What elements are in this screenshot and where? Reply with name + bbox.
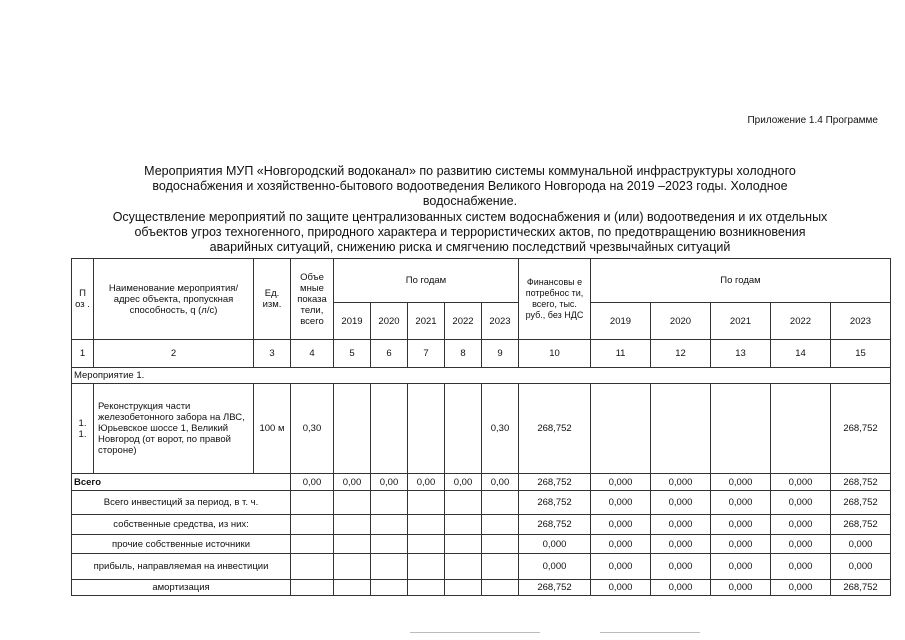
column-number: 7	[408, 340, 445, 368]
column-number: 2	[94, 340, 254, 368]
summary-empty-cell	[334, 554, 371, 580]
summary-year-finance: 0,000	[711, 554, 771, 580]
item-year-finance	[651, 384, 711, 474]
header-year: 2019	[591, 303, 651, 340]
subtitle-line: аварийных ситуаций, снижению риска и смягчению последствий чрезвычайных ситуаций	[209, 240, 731, 254]
summary-label: амортизация	[72, 580, 291, 596]
header-row-1	[72, 259, 891, 303]
summary-label: прибыль, направляемая на инвестиции	[72, 554, 291, 580]
summary-finance: 0,000	[519, 535, 591, 554]
summary-empty-cell	[445, 535, 482, 554]
header-volume: Объе мные показа тели, всего	[291, 259, 334, 340]
document-subtitle	[80, 210, 860, 255]
column-number: 14	[771, 340, 831, 368]
column-number: 5	[334, 340, 371, 368]
summary-empty-cell	[445, 491, 482, 515]
measures-table-wrapper	[71, 258, 891, 596]
summary-empty-cell	[408, 535, 445, 554]
title-line: Мероприятия МУП «Новгородский водоканал» по развитию системы коммунальной инфраструктуры холодного	[144, 164, 796, 178]
summary-year-finance: 0,000	[711, 491, 771, 515]
total-year-volume: 0,00	[371, 474, 408, 491]
total-year-finance: 0,000	[711, 474, 771, 491]
summary-empty-cell	[482, 515, 519, 535]
item-volume: 0,30	[291, 384, 334, 474]
header-year: 2020	[651, 303, 711, 340]
column-number: 1	[72, 340, 94, 368]
title-line: водоснабжения и хозяйственно-бытового водоотведения Великого Новгорода на 2019 –2023 годы. Холодное	[152, 179, 788, 193]
summary-year-finance: 0,000	[651, 515, 711, 535]
summary-year-finance: 0,000	[591, 491, 651, 515]
summary-empty-cell	[371, 515, 408, 535]
header-unit: Ед. изм.	[254, 259, 291, 340]
summary-row	[72, 580, 891, 596]
header-year: 2022	[445, 303, 482, 340]
column-number: 11	[591, 340, 651, 368]
header-year: 2023	[482, 303, 519, 340]
summary-empty-cell	[371, 580, 408, 596]
item-year-finance	[591, 384, 651, 474]
summary-year-finance: 0,000	[831, 535, 891, 554]
subtitle-line: Осуществление мероприятий по защите централизованных систем водоснабжения и (или) водоотведения и их отдельных	[112, 210, 828, 224]
total-finance: 268,752	[519, 474, 591, 491]
header-by-years-volume: По годам	[334, 259, 519, 303]
summary-year-finance: 0,000	[711, 535, 771, 554]
item-row	[72, 384, 891, 474]
header-year: 2023	[831, 303, 891, 340]
summary-year-finance: 268,752	[831, 580, 891, 596]
summary-label: собственные средства, из них:	[72, 515, 291, 535]
summary-empty-cell	[291, 515, 334, 535]
summary-label: Всего инвестиций за период, в т. ч.	[72, 491, 291, 515]
total-year-volume: 0,00	[408, 474, 445, 491]
item-year-volume	[445, 384, 482, 474]
header-year: 2019	[334, 303, 371, 340]
summary-empty-cell	[482, 554, 519, 580]
summary-year-finance: 0,000	[771, 580, 831, 596]
summary-year-finance: 0,000	[591, 554, 651, 580]
summary-empty-cell	[291, 535, 334, 554]
item-year-volume: 0,30	[482, 384, 519, 474]
total-year-volume: 0,00	[445, 474, 482, 491]
summary-empty-cell	[408, 554, 445, 580]
column-number-row	[72, 340, 891, 368]
item-pos: 1. 1.	[72, 384, 94, 474]
summary-row	[72, 554, 891, 580]
summary-year-finance: 0,000	[771, 491, 831, 515]
total-year-finance: 0,000	[591, 474, 651, 491]
title-line: водоснабжение.	[422, 194, 518, 208]
summary-empty-cell	[371, 554, 408, 580]
summary-empty-cell	[408, 580, 445, 596]
summary-year-finance: 268,752	[831, 491, 891, 515]
appendix-label: Приложение 1.4 Программе	[747, 115, 878, 126]
summary-empty-cell	[334, 580, 371, 596]
summary-label: прочие собственные источники	[72, 535, 291, 554]
total-row	[72, 474, 891, 491]
total-label: Всего	[72, 474, 291, 491]
summary-finance: 268,752	[519, 580, 591, 596]
scan-artifact-line	[600, 632, 700, 633]
summary-empty-cell	[445, 580, 482, 596]
summary-empty-cell	[408, 515, 445, 535]
total-year-finance: 268,752	[831, 474, 891, 491]
item-year-finance: 268,752	[831, 384, 891, 474]
summary-row	[72, 515, 891, 535]
item-unit: 100 м	[254, 384, 291, 474]
column-number: 13	[711, 340, 771, 368]
column-number: 10	[519, 340, 591, 368]
subtitle-line: объектов угроз техногенного, природного характера и террористических актов, по предотвращению возникновения	[134, 225, 806, 239]
item-year-finance	[711, 384, 771, 474]
item-year-finance	[771, 384, 831, 474]
column-number: 8	[445, 340, 482, 368]
summary-year-finance: 0,000	[771, 515, 831, 535]
summary-empty-cell	[291, 554, 334, 580]
summary-year-finance: 0,000	[711, 515, 771, 535]
summary-year-finance: 0,000	[651, 535, 711, 554]
summary-empty-cell	[408, 491, 445, 515]
summary-year-finance: 268,752	[831, 515, 891, 535]
summary-empty-cell	[445, 554, 482, 580]
header-pos: П оз .	[72, 259, 94, 340]
header-year: 2021	[711, 303, 771, 340]
item-year-volume	[334, 384, 371, 474]
summary-empty-cell	[334, 491, 371, 515]
summary-row	[72, 535, 891, 554]
item-finance: 268,752	[519, 384, 591, 474]
header-year: 2022	[771, 303, 831, 340]
summary-empty-cell	[334, 515, 371, 535]
summary-finance: 268,752	[519, 515, 591, 535]
summary-year-finance: 0,000	[771, 554, 831, 580]
summary-year-finance: 0,000	[771, 535, 831, 554]
summary-year-finance: 0,000	[651, 580, 711, 596]
summary-empty-cell	[482, 491, 519, 515]
section-label: Мероприятие 1.	[72, 368, 891, 384]
summary-year-finance: 0,000	[591, 580, 651, 596]
summary-empty-cell	[291, 580, 334, 596]
document-title	[80, 164, 860, 209]
summary-finance: 0,000	[519, 554, 591, 580]
total-year-finance: 0,000	[651, 474, 711, 491]
column-number: 9	[482, 340, 519, 368]
summary-year-finance: 0,000	[651, 554, 711, 580]
summary-year-finance: 0,000	[711, 580, 771, 596]
summary-empty-cell	[482, 535, 519, 554]
summary-year-finance: 0,000	[651, 491, 711, 515]
header-finance: Финансовы е потребнос ти, всего, тыс. руб., без НДС	[519, 259, 591, 340]
column-number: 4	[291, 340, 334, 368]
header-name: Наименование мероприятия/адрес объекта, пропускная способность, q (л/с)	[94, 259, 254, 340]
summary-year-finance: 0,000	[831, 554, 891, 580]
summary-empty-cell	[334, 535, 371, 554]
summary-empty-cell	[291, 491, 334, 515]
column-number: 6	[371, 340, 408, 368]
scan-artifact-line	[410, 632, 540, 633]
item-name: Реконструкция части железобетонного забора на ЛВС, Юрьевское шоссе 1, Великий Новгород (от ворот, по правой стороне)	[94, 384, 254, 474]
summary-empty-cell	[445, 515, 482, 535]
column-number: 12	[651, 340, 711, 368]
item-year-volume	[371, 384, 408, 474]
summary-year-finance: 0,000	[591, 535, 651, 554]
summary-empty-cell	[371, 491, 408, 515]
summary-empty-cell	[482, 580, 519, 596]
header-year: 2020	[371, 303, 408, 340]
item-year-volume	[408, 384, 445, 474]
measures-table	[71, 258, 891, 596]
total-year-volume: 0,00	[334, 474, 371, 491]
header-year: 2021	[408, 303, 445, 340]
column-number: 3	[254, 340, 291, 368]
total-year-finance: 0,000	[771, 474, 831, 491]
total-volume: 0,00	[291, 474, 334, 491]
section-row	[72, 368, 891, 384]
column-number: 15	[831, 340, 891, 368]
summary-finance: 268,752	[519, 491, 591, 515]
summary-row	[72, 491, 891, 515]
summary-year-finance: 0,000	[591, 515, 651, 535]
total-year-volume: 0,00	[482, 474, 519, 491]
header-by-years-finance: По годам	[591, 259, 891, 303]
summary-empty-cell	[371, 535, 408, 554]
